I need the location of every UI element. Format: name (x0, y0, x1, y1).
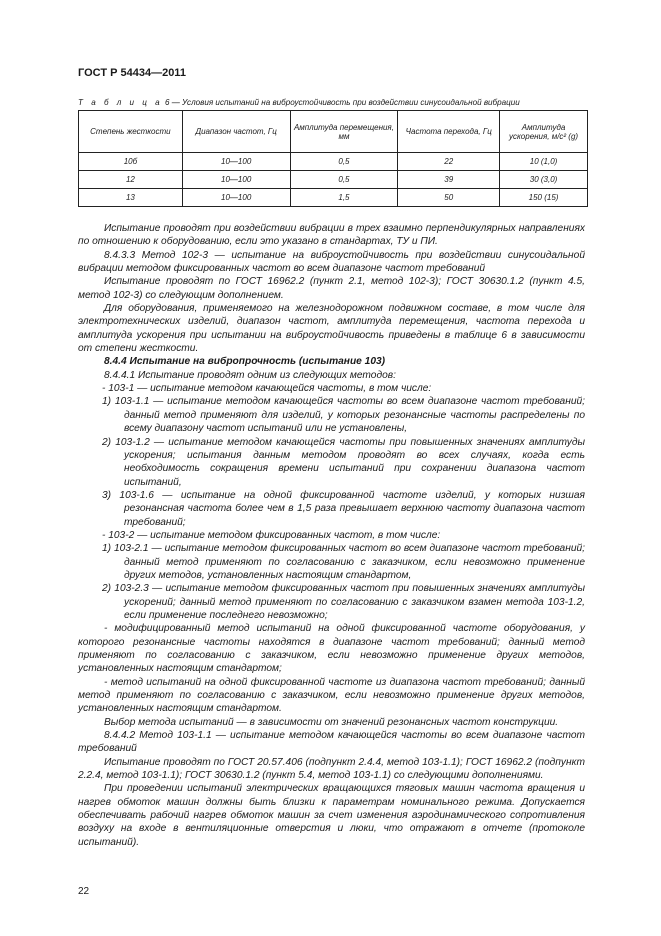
table-cell: 13 (79, 189, 183, 207)
table-cell: 22 (398, 153, 500, 171)
table-caption-text: 6 — Условия испытаний на виброустойчивость при воздействии синусоидальной вибрации (164, 98, 520, 107)
table-row (79, 189, 588, 207)
table-row (79, 171, 588, 189)
table-cell: 50 (398, 189, 500, 207)
table-header-row (79, 111, 588, 153)
table-cell: 10—100 (182, 153, 290, 171)
table-cell: 10—100 (182, 189, 290, 207)
column-header: Амплитуда ускорения, м/с² (g) (500, 111, 588, 153)
numbered-item: 1) 103-1.1 — испытание методом качающейся частоты во всем диапазоне частот требований; данный метод применяют для изделий, у которых резонансные частоты распределены по всему диапазону частот испытаний или не установлены, (102, 396, 585, 435)
document-header: ГОСТ Р 54434—2011 (78, 67, 186, 79)
paragraph: Испытание проводят по ГОСТ 16962.2 (пункт 2.1, метод 102-3); ГОСТ 30630.1.2 (пункт 4.5, метод 102-3) со следующим дополнением. (78, 276, 585, 301)
column-header: Амплитуда перемещения, мм (290, 111, 398, 153)
table-cell: 10—100 (182, 171, 290, 189)
table-cell: 10б (79, 153, 183, 171)
table-cell: 0,5 (290, 153, 398, 171)
list-item: - метод испытаний на одной фиксированной частоте из диапазона частот требований; данный метод применяют по согласованию с заказчиком, если невозможно применение других методов, установленных настоящим стандартом. (78, 676, 585, 715)
section-heading-8-4-3-3: 8.4.3.3 Метод 102-3 — испытание на виброустойчивость при воздействии синусоидальной вибрации методом фиксированных частот во всем диапазоне частот требований (78, 249, 585, 275)
table-cell: 0,5 (290, 171, 398, 189)
table-cell: 10 (1,0) (500, 153, 588, 171)
column-header: Частота перехода, Гц (398, 111, 500, 153)
numbered-item: 2) 103-1.2 — испытание методом качающейся частоты при повышенных значениях амплитуды ускорения; испытания данным методом проводят во всех случаях, когда есть необходимость сокращения времени испытаний при сохранении диапазона частот испытаний, (102, 436, 585, 488)
paragraph: Испытание проводят при воздействии вибрации в трех взаимно перпендикулярных направлениях по отношению к оборудованию, если это указано в стандартах, ТУ и ПИ. (78, 223, 585, 248)
table-cell: 150 (15) (500, 189, 588, 207)
table-cell: 1,5 (290, 189, 398, 207)
paragraph: Для оборудования, применяемого на железнодорожном подвижном составе, в том числе для электротехнических изделий, диапазон частот, амплитуда перемещения, частота перехода и амплитуда ускорения при испытании на виброустойчивость приведены в таблице 6 в зависимости от степени жесткости. (78, 303, 585, 355)
numbered-item: 2) 103-2.3 — испытание методом фиксированных частот при повышенных значениях амплитуды ускорений; данный метод применяют по согласованию с заказчиком взамен метода 103-1.2, если применение последнего невозможно; (102, 583, 585, 621)
list-item: - модифицированный метод испытаний на одной фиксированной частоте оборудования, у которого резонансные частоты находятся в диапазоне частот требований; данный метод применяют по согласованию с заказчиком, если невозможно применение других методов, установленных настоящим стандартом; (78, 623, 585, 675)
table-caption (78, 98, 588, 107)
table-cell: 12 (79, 171, 183, 189)
paragraph: 8.4.4.1 Испытание проводят одним из следующих методов: (104, 369, 396, 381)
page-number: 22 (78, 886, 90, 897)
paragraph: При проведении испытаний электрических вращающихся тяговых машин частота вращения и нагрев обмоток машин должны быть близки к параметрам номинального режима. Допускается обеспечивать рабочий нагрев обмоток машин за счет изменения аэродинамического сопротивления воздуху на входе в вентиляционные отверстия и люки, что отражают в отчете (протоколе испытаний). (78, 783, 585, 848)
paragraph: Выбор метода испытаний — в зависимости от значений резонансных частот конструкции. (104, 716, 559, 728)
list-item: - 103-1 — испытание методом качающейся частоты, в том числе: (102, 383, 432, 395)
numbered-item: 3) 103-1.6 — испытание на одной фиксированной частоте изделий, у которых низшая резонансная частота более чем в 1,5 раза превышает верхнюю частоту диапазона частот требований; (102, 489, 585, 528)
table-cell: 30 (3,0) (500, 171, 588, 189)
section-heading-8-4-4: 8.4.4 Испытание на вибропрочность (испытание 103) (104, 356, 386, 368)
section-heading-8-4-4-2: 8.4.4.2 Метод 103-1.1 — испытание методом качающейся частоты во всем диапазоне частот требований (78, 730, 585, 755)
vibration-conditions-table (78, 110, 588, 207)
table-caption-prefix: Т а б л и ц а (78, 98, 163, 107)
column-header: Степень жесткости (79, 111, 183, 153)
column-header: Диапазон частот, Гц (182, 111, 290, 153)
numbered-item: 1) 103-2.1 — испытание методом фиксированных частот во всем диапазоне частот требований; данный метод применяют по согласованию с заказчиком, если невозможно применение других методов, установленных настоящим стандартом, (102, 543, 585, 581)
document-body (78, 222, 585, 849)
table-row (79, 153, 588, 171)
paragraph: Испытание проводят по ГОСТ 20.57.406 (подпункт 2.4.4, метод 103-1.1); ГОСТ 16962.2 (подпункт 2.2.4, метод 103-1.1); ГОСТ 30630.1.2 (пункт 5.4, метод 103-1.1) со следующими дополнениями. (78, 756, 585, 782)
table-cell: 39 (398, 171, 500, 189)
list-item: - 103-2 — испытание методом фиксированных частот, в том числе: (102, 529, 441, 541)
